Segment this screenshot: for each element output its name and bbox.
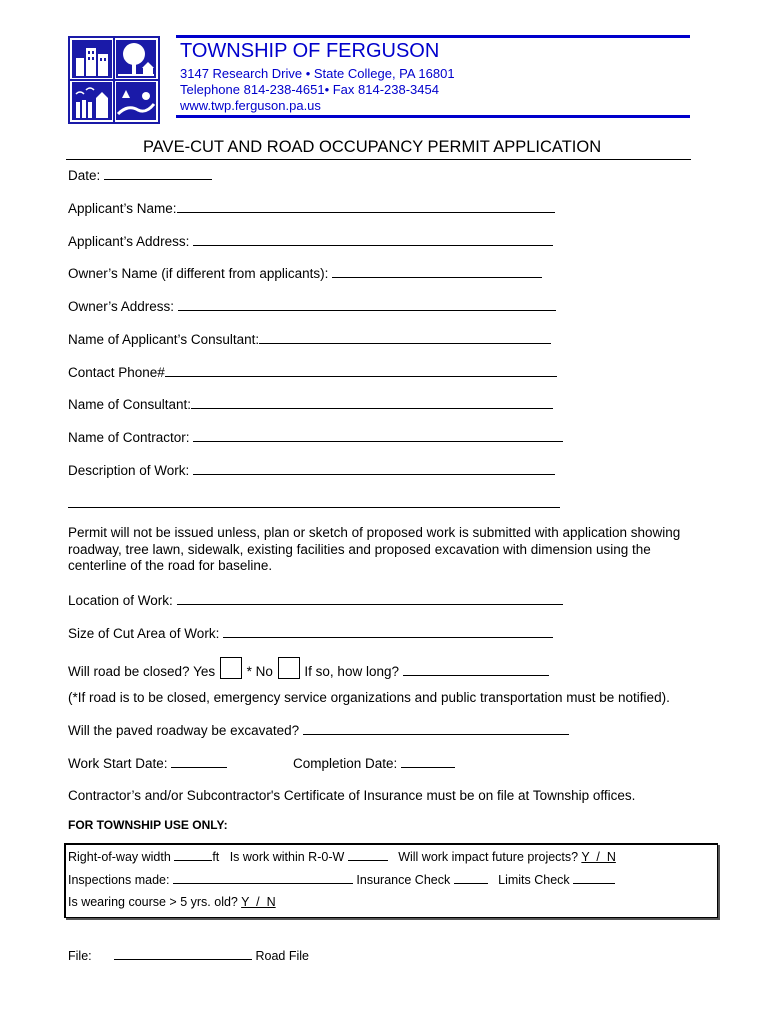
cut-area-line[interactable] xyxy=(223,625,553,638)
description-field xyxy=(68,462,555,478)
applicant-name-label: Applicant’s Name: xyxy=(68,201,177,216)
consultant-name-field xyxy=(68,396,553,412)
cut-area-field xyxy=(68,625,553,641)
applicant-address-label: Applicant’s Address: xyxy=(68,234,190,249)
applicant-address-line[interactable] xyxy=(193,233,553,246)
road-closed-yes-checkbox[interactable] xyxy=(220,657,242,679)
township-title: TOWNSHIP OF FERGUSON xyxy=(180,40,440,62)
within-row-line[interactable] xyxy=(348,850,388,861)
location-line[interactable] xyxy=(177,592,563,605)
consultant-name-label: Name of Consultant: xyxy=(68,397,192,412)
wearing-course-label: Is wearing course > 5 yrs. old? xyxy=(68,895,238,909)
township-address: 3147 Research Drive • State College, PA 16801 xyxy=(180,66,455,81)
row-width-label: Right-of-way width xyxy=(68,850,171,864)
completion-date-line[interactable] xyxy=(401,755,455,768)
insurance-check-line[interactable] xyxy=(454,873,488,884)
owner-name-label: Owner’s Name (if different from applicants): xyxy=(68,266,329,281)
how-long-line[interactable] xyxy=(403,663,549,676)
header-top-rule xyxy=(176,35,690,38)
excavated-label: Will the paved roadway be excavated? xyxy=(68,723,300,738)
header-bottom-rule xyxy=(176,115,690,118)
completion-date-label: Completion Date: xyxy=(293,756,398,771)
excavated-line[interactable] xyxy=(303,722,569,735)
future-projects-label: Will work impact future projects? xyxy=(398,850,579,864)
within-row-label: Is work within R-0-W xyxy=(229,850,345,864)
date-label: Date: xyxy=(68,168,101,183)
consultant-name-line[interactable] xyxy=(191,396,553,409)
inspections-label: Inspections made: xyxy=(68,873,170,887)
form-title-rule xyxy=(66,159,691,160)
limits-check-line[interactable] xyxy=(573,873,615,884)
permit-notice: Permit will not be issued unless, plan or sketch of proposed work is submitted with application showing roadway, tree lawn, sidewalk, existing facilities and proposed excavation with dimension using the centerline of the road for baseline. xyxy=(68,525,681,573)
road-closed-yes-label: Will road be closed? Yes xyxy=(68,664,216,679)
contact-phone-line[interactable] xyxy=(165,364,557,377)
road-file-field xyxy=(114,949,309,963)
road-closed-no-checkbox[interactable] xyxy=(278,657,300,679)
contact-phone-label: Contact Phone# xyxy=(68,365,165,380)
description-extra-line[interactable] xyxy=(68,507,560,508)
row-width-line[interactable] xyxy=(174,850,212,861)
township-website[interactable]: www.twp.ferguson.pa.us xyxy=(180,98,321,113)
applicant-address-field xyxy=(68,233,553,249)
road-closed-no-label: * No xyxy=(246,664,273,679)
limits-check-label: Limits Check xyxy=(498,873,570,887)
ft-label: ft xyxy=(212,850,220,864)
township-use-heading: FOR TOWNSHIP USE ONLY: xyxy=(68,818,228,832)
date-line[interactable] xyxy=(104,167,212,180)
insurance-notice: Contractor’s and/or Subcontractor's Certificate of Insurance must be on file at Township offices. xyxy=(68,788,636,803)
owner-address-field xyxy=(68,298,556,314)
closure-notice: (*If road is to be closed, emergency service organizations and public transportation must be notified). xyxy=(68,690,670,705)
road-file-label: Road File xyxy=(255,949,309,963)
contact-phone-field xyxy=(68,364,557,380)
start-date-line[interactable] xyxy=(171,755,227,768)
applicant-name-field xyxy=(68,200,555,216)
future-projects-yn[interactable]: Y / N xyxy=(581,850,616,864)
location-field xyxy=(68,592,563,608)
contractor-field xyxy=(68,429,563,445)
file-label: File: xyxy=(68,949,92,963)
description-label: Description of Work: xyxy=(68,463,190,478)
township-row-1 xyxy=(68,850,616,864)
township-row-3 xyxy=(68,895,276,909)
insurance-check-label: Insurance Check xyxy=(356,873,451,887)
owner-address-label: Owner’s Address: xyxy=(68,299,175,314)
township-logo xyxy=(68,36,160,124)
contractor-label: Name of Contractor: xyxy=(68,430,190,445)
location-label: Location of Work: xyxy=(68,593,173,608)
how-long-label: If so, how long? xyxy=(304,664,399,679)
completion-date-field xyxy=(293,755,455,771)
applicant-name-line[interactable] xyxy=(177,200,555,213)
date-field xyxy=(68,167,212,183)
inspections-line[interactable] xyxy=(173,873,353,884)
applicant-consultant-label: Name of Applicant’s Consultant: xyxy=(68,332,260,347)
owner-address-line[interactable] xyxy=(178,298,556,311)
start-date-label: Work Start Date: xyxy=(68,756,168,771)
owner-name-line[interactable] xyxy=(332,265,542,278)
excavated-field xyxy=(68,722,569,738)
road-closed-field xyxy=(68,657,549,679)
description-line[interactable] xyxy=(193,462,555,475)
form-title: PAVE-CUT AND ROAD OCCUPANCY PERMIT APPLICATION xyxy=(143,138,602,156)
start-date-field xyxy=(68,755,227,771)
owner-name-field xyxy=(68,265,542,281)
township-row-2 xyxy=(68,873,615,887)
township-phone: Telephone 814-238-4651• Fax 814-238-3454 xyxy=(180,82,439,97)
wearing-course-yn[interactable]: Y / N xyxy=(241,895,276,909)
file-line[interactable] xyxy=(114,949,252,960)
contractor-line[interactable] xyxy=(193,429,563,442)
applicant-consultant-field xyxy=(68,331,551,347)
cut-area-label: Size of Cut Area of Work: xyxy=(68,626,220,641)
applicant-consultant-line[interactable] xyxy=(259,331,551,344)
